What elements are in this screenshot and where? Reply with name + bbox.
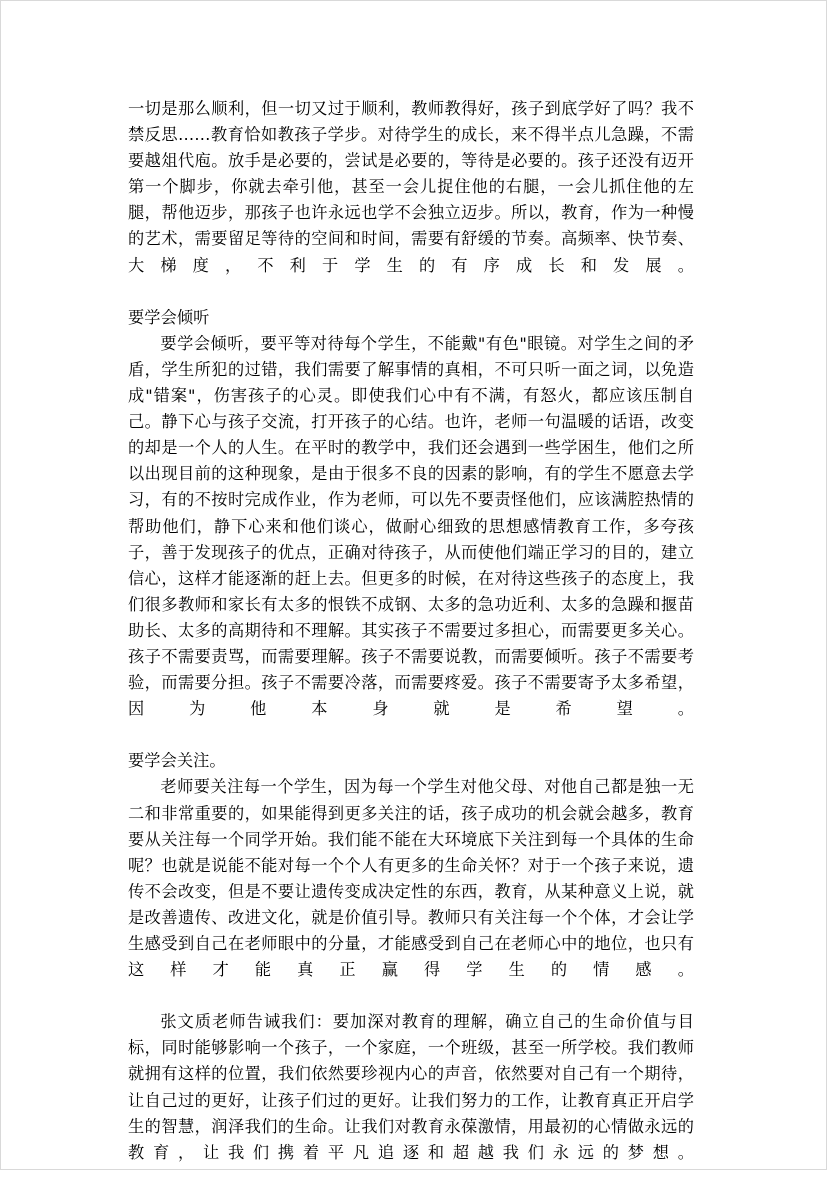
document-body (128, 96, 694, 1192)
paragraph-opening: 一切是那么顺利，但一切又过于顺利，教师教得好，孩子到底学好了吗？我不禁反思……教育恰如教孩子学步。对待学生的成长，来不得半点儿急躁，不需要越俎代庖。放手是必要的，尝试是必要的，等待是必要的。孩子还没有迈开第一个脚步，你就去牵引他，甚至一会儿捉住他的右腿，一会儿抓住他的左腿，帮他迈步，那孩子也许永远也学不会独立迈步。所以，教育，作为一种慢的艺术，需要留足等待的空间和时间，需要有舒缓的节奏。高频率、快节奏、大梯度，不利于学生的有序成长和发展。 (128, 99, 694, 275)
paragraph-closing: 张文质老师告诫我们：要加深对教育的理解，确立自己的生命价值与目标，同时能够影响一个孩子，一个家庭，一个班级，甚至一所学校。我们教师就拥有这样的位置，我们依然要珍视内心的声音，依然要对自己有一个期待，让自己过的更好，让孩子们过的更好。让我们努力的工作，让教育真正开启学生的智慧，润泽我们的生命。让我们对教育永葆激情，用最初的心情做永远的教育，让我们携着平凡追逐和超越我们永远的梦想。 (128, 1012, 694, 1162)
paragraph-listen-body: 要学会倾听，要平等对待每个学生，不能戴"有色"眼镜。对学生之间的矛盾，学生所犯的过错，我们需要了解事情的真相，不可只听一面之词，以免造成"错案"，伤害孩子的心灵。即使我们心中有不满，有怒火，都应该压制自己。静下心与孩子交流，打开孩子的心结。也许，老师一句温暖的话语，改变的却是一个人的人生。在平时的教学中，我们还会遇到一些学困生，他们之所以出现目前的这种现象，是由于很多不良的因素的影响，有的学生不愿意去学习，有的不按时完成作业，作为老师，可以先不要责怪他们，应该满腔热情的帮助他们，静下心来和他们谈心，做耐心细致的思想感情教育工作，多夸孩子，善于发现孩子的优点，正确对待孩子，从而使他们端正学习的目的，建立信心，这样才能逐渐的赶上去。但更多的时候，在对待这些孩子的态度上，我们很多教师和家长有太多的恨铁不成钢、太多的急功近利、太多的急躁和揠苗助长、太多的高期待和不理解。其实孩子不需要过多担心，而需要更多关心。孩子不需要责骂，而需要理解。孩子不需要说教，而需要倾听。孩子不需要考验，而需要分担。孩子不需要冷落，而需要疼爱。孩子不需要寄予太多希望，因为他本身就是希望。 (128, 333, 694, 719)
section-heading-listen: 要学会倾听 (128, 307, 210, 327)
paragraph-attention-body: 老师要关注每一个学生，因为每一个学生对他父母、对他自己都是独一无二和非常重要的，如果能得到更多关注的话，孩子成功的机会就会越多，教育要从关注每一个同学开始。我们能不能在大环境底下关注到每一个具体的生命呢？也就是说能不能对每一个个人有更多的生命关怀？对于一个孩子来说，遗传不会改变，但是不要让遗传变成决定性的东西，教育，从某种意义上说，就是改善遗传、改进文化，就是价值引导。教师只有关注每一个个体，才会让学生感受到自己在老师眼中的分量，才能感受到自己在老师心中的地位，也只有这样才能真正赢得学生的情感。 (128, 777, 694, 980)
section-heading-attention: 要学会关注。 (128, 751, 226, 771)
